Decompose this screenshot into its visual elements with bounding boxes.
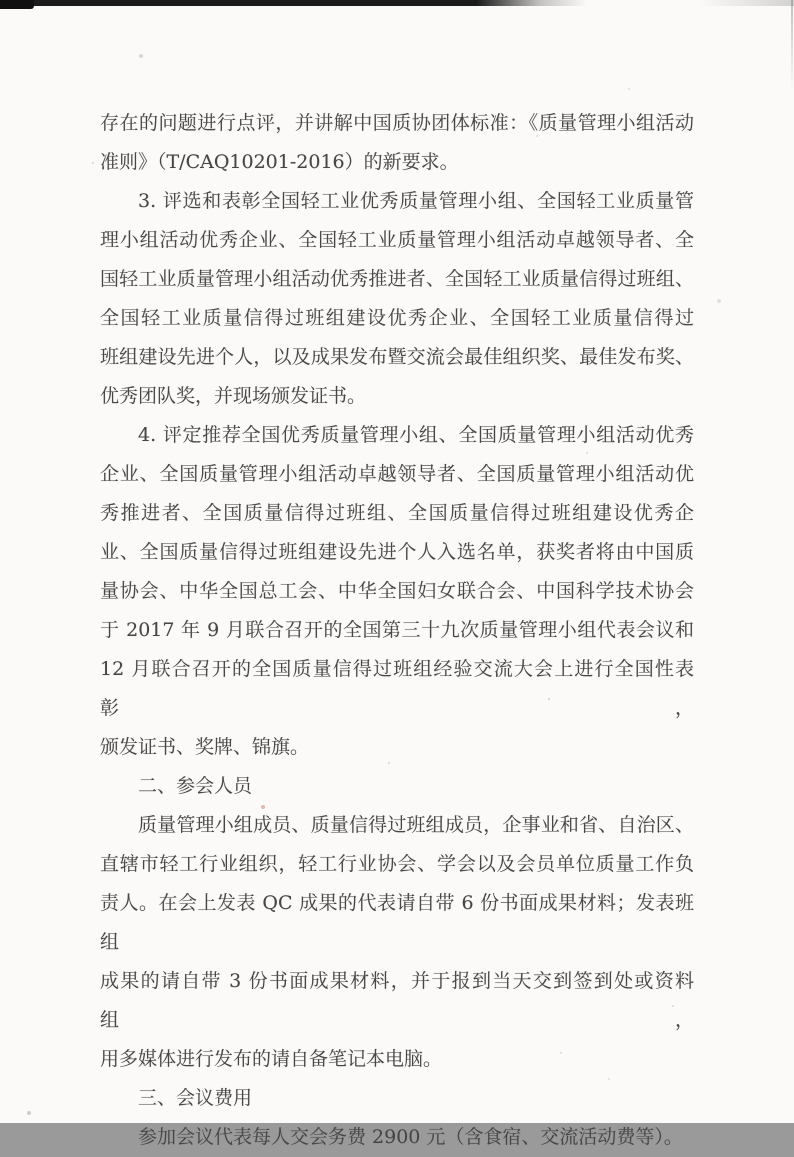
text-line: 直辖市轻工行业组织，轻工行业协会、学会以及会员单位质量工作负 — [100, 853, 694, 875]
text-line: 班组建设先进个人，以及成果发布暨交流会最佳组织奖、最佳发布奖、 — [100, 346, 694, 368]
scan-dust-specks — [0, 0, 2, 2]
text-line: 准则》（T/CAQ10201-2016）的新要求。 — [100, 151, 459, 173]
scanner-corner-artifact — [0, 0, 34, 9]
text-line: 质量管理小组成员、质量信得过班组成员，企事业和省、自治区、 — [138, 814, 694, 836]
text-line: 优秀团队奖，并现场颁发证书。 — [100, 385, 367, 407]
text-line: 三、会议费用 — [138, 1087, 253, 1109]
text-line: 责人。在会上发表 QC 成果的代表请自带 6 份书面成果材料；发表班组 — [100, 892, 694, 953]
text-line: 于 2017 年 9 月联合召开的全国第三十九次质量管理小组代表会议和 — [100, 619, 694, 641]
text-line: 全国轻工业质量信得过班组建设优秀企业、全国轻工业质量信得过 — [100, 307, 694, 329]
text-line: 秀推进者、全国质量信得过班组、全国质量信得过班组建设优秀企 — [100, 502, 694, 524]
text-line: 业、全国质量信得过班组建设先进个人入选名单，获奖者将由中国质 — [100, 541, 694, 563]
scanner-right-edge-artifact — [791, 0, 793, 90]
text-line: 国轻工业质量管理小组活动优秀推进者、全国轻工业质量信得过班组、 — [100, 268, 694, 290]
text-line: 4. 评定推荐全国优秀质量管理小组、全国质量管理小组活动优秀 — [138, 424, 694, 446]
text-line: 颁发证书、奖牌、锦旗。 — [100, 736, 310, 758]
text-line: 3. 评选和表彰全国轻工业优秀质量管理小组、全国轻工业质量管 — [138, 190, 694, 212]
scanner-edge-artifact — [0, 0, 794, 6]
text-line: 企业、全国质量管理小组活动卓越领导者、全国质量管理小组活动优 — [100, 463, 694, 485]
text-line: 用多媒体进行发布的请自备笔记本电脑。 — [100, 1048, 443, 1070]
text-line: 存在的问题进行点评，并讲解中国质协团体标准：《质量管理小组活动 — [100, 112, 694, 134]
text-line: 参加会议代表每人交会务费 2900 元（含食宿、交流活动费等）。 — [138, 1126, 683, 1148]
document-body — [100, 104, 694, 1157]
text-line: 成果的请自带 3 份书面成果材料，并于报到当天交到签到处或资料组， — [100, 970, 694, 1031]
text-line: 二、参会人员 — [138, 775, 253, 797]
text-line: 理小组活动优秀企业、全国轻工业质量管理小组活动卓越领导者、全 — [100, 229, 694, 251]
text-line: 12 月联合召开的全国质量信得过班组经验交流大会上进行全国性表彰， — [100, 658, 694, 719]
text-line: 量协会、中华全国总工会、中华全国妇女联合会、中国科学技术协会 — [100, 580, 694, 602]
